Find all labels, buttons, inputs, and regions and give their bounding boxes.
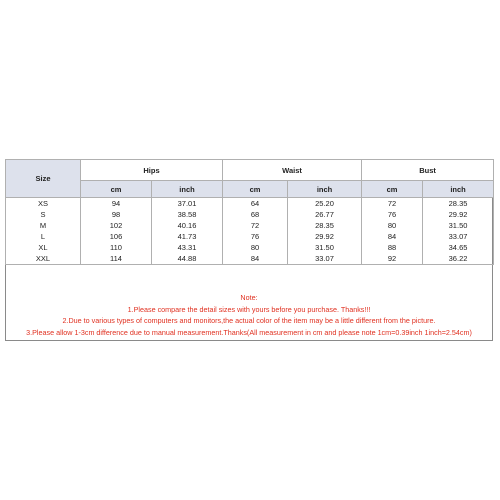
bust-cm-cell: 76 — [362, 209, 423, 220]
waist-inch-cell: 25.20 — [288, 198, 362, 210]
note-line-1: 1.Please compare the detail sizes with yours before you purchase. Thanks!!! — [127, 304, 371, 314]
bust-cm-cell: 92 — [362, 253, 423, 265]
bust-inch-cell: 29.92 — [423, 209, 494, 220]
waist-cm-cell: 72 — [223, 220, 288, 231]
hips-inch-cell: 43.31 — [152, 242, 223, 253]
hips-group-header: Hips — [81, 160, 223, 181]
notes-title: Note: — [240, 293, 258, 302]
table-row — [6, 242, 494, 253]
bust-cm-header: cm — [362, 181, 423, 198]
note-line-3: 3.Please allow 1-3cm difference due to manual measurement.Thanks(All measurement in cm and please note 1cm=0.39inch 1inch=2.54cm) — [26, 327, 472, 337]
hips-cm-cell: 106 — [81, 231, 152, 242]
waist-inch-cell: 31.50 — [288, 242, 362, 253]
size-cell: S — [6, 209, 81, 220]
bust-group-header: Bust — [362, 160, 494, 181]
bust-cm-cell: 88 — [362, 242, 423, 253]
hips-cm-header: cm — [81, 181, 152, 198]
hips-cm-cell: 102 — [81, 220, 152, 231]
hips-inch-cell: 40.16 — [152, 220, 223, 231]
waist-cm-cell: 76 — [223, 231, 288, 242]
table-row — [6, 209, 494, 220]
table-row — [6, 198, 494, 210]
bust-cm-cell: 72 — [362, 198, 423, 210]
size-cell: L — [6, 231, 81, 242]
hips-cm-cell: 98 — [81, 209, 152, 220]
size-cell: XL — [6, 242, 81, 253]
hips-cm-cell: 114 — [81, 253, 152, 265]
table-row — [6, 231, 494, 242]
waist-cm-cell: 68 — [223, 209, 288, 220]
bust-inch-cell: 34.65 — [423, 242, 494, 253]
hips-inch-cell: 38.58 — [152, 209, 223, 220]
waist-inch-cell: 26.77 — [288, 209, 362, 220]
hips-inch-cell: 37.01 — [152, 198, 223, 210]
waist-inch-header: inch — [288, 181, 362, 198]
waist-cm-cell: 64 — [223, 198, 288, 210]
hips-inch-cell: 41.73 — [152, 231, 223, 242]
waist-inch-cell: 33.07 — [288, 253, 362, 265]
bust-inch-cell: 31.50 — [423, 220, 494, 231]
size-cell: M — [6, 220, 81, 231]
waist-inch-cell: 28.35 — [288, 220, 362, 231]
table-row — [6, 220, 494, 231]
bust-inch-header: inch — [423, 181, 494, 198]
group-header-row — [6, 160, 494, 181]
waist-group-header: Waist — [223, 160, 362, 181]
bust-cm-cell: 80 — [362, 220, 423, 231]
waist-cm-cell: 80 — [223, 242, 288, 253]
size-column-header: Size — [6, 160, 81, 198]
hips-inch-header: inch — [152, 181, 223, 198]
waist-cm-cell: 84 — [223, 253, 288, 265]
waist-inch-cell: 29.92 — [288, 231, 362, 242]
size-cell: XS — [6, 198, 81, 210]
hips-cm-cell: 110 — [81, 242, 152, 253]
table-row — [6, 253, 494, 265]
size-cell: XXL — [6, 253, 81, 265]
size-chart-table — [5, 159, 494, 265]
hips-inch-cell: 44.88 — [152, 253, 223, 265]
waist-cm-header: cm — [223, 181, 288, 198]
notes-section — [5, 292, 493, 338]
bust-cm-cell: 84 — [362, 231, 423, 242]
bust-inch-cell: 28.35 — [423, 198, 494, 210]
hips-cm-cell: 94 — [81, 198, 152, 210]
bust-inch-cell: 36.22 — [423, 253, 494, 265]
bust-inch-cell: 33.07 — [423, 231, 494, 242]
note-line-2: 2.Due to various types of computers and monitors,the actual color of the item may be a little different from the picture. — [62, 316, 436, 325]
